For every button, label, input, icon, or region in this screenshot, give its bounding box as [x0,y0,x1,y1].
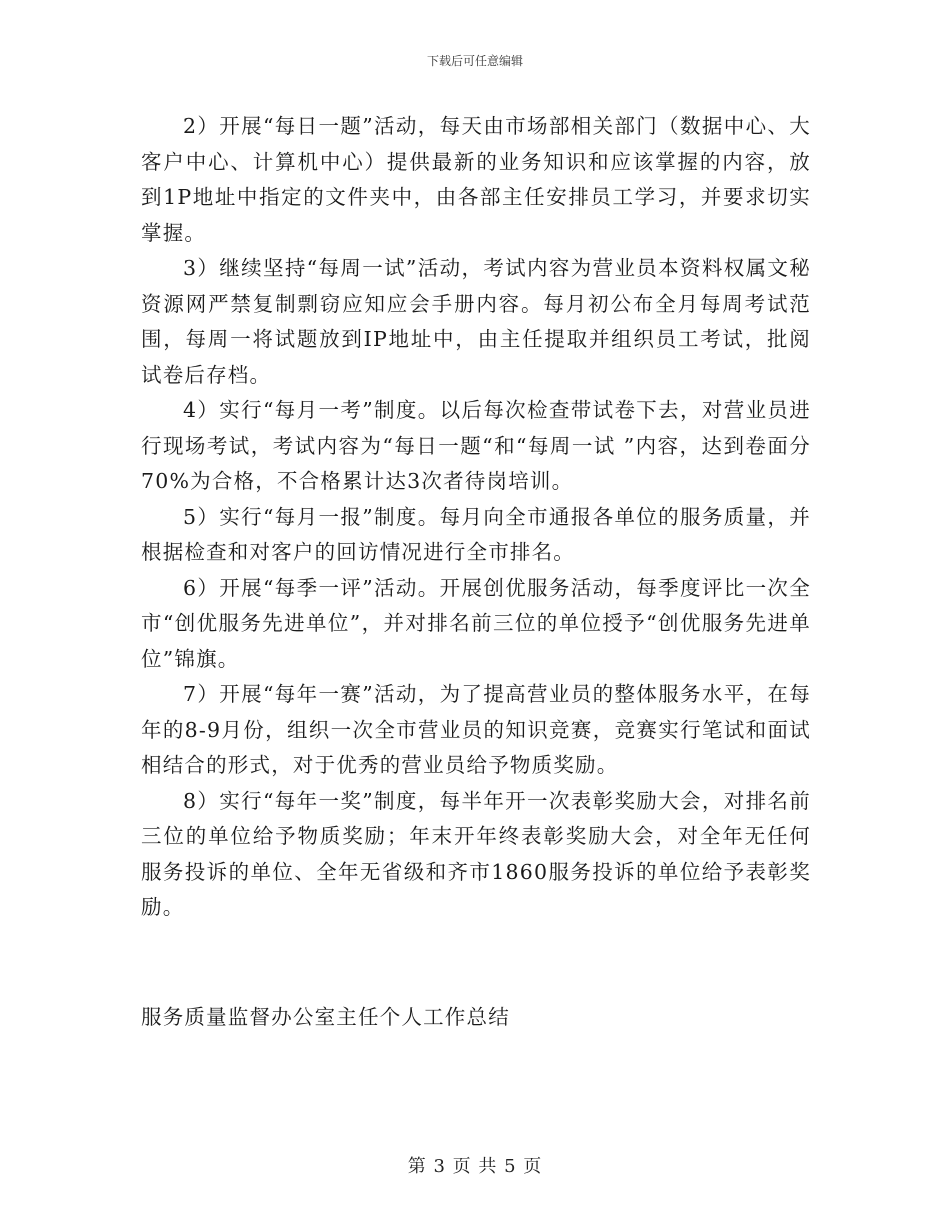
document-body [141,109,811,926]
page-number-label: 第 3 页 共 5 页 [407,1156,543,1177]
paragraph-item-6: 6）开展“每季一评”活动。开展创优服务活动，每季度评比一次全市“创优服务先进单位”，并对排名前三位的单位授予“创优服务先进单位”锦旗。 [141,575,811,671]
paragraph-item-7: 7）开展“每年一赛”活动，为了提高营业员的整体服务水平，在每年的8-9月份，组织一次全市营业员的知识竞赛，竞赛实行笔试和面试相结合的形式，对于优秀的营业员给予物质奖励。 [141,682,811,777]
section-title: 服务质量监督办公室主任个人工作总结 [141,1005,510,1029]
paragraph-item-8: 8）实行“每年一奖”制度，每半年开一次表彰奖励大会，对排名前三位的单位给予物质奖励；年末开年终表彰奖励大会，对全年无任何服务投诉的单位、全年无省级和齐市1860服务投诉的单位给予表彰奖励。 [141,788,811,919]
paragraph-item-4: 4）实行“每月一考”制度。以后每次检查带试卷下去，对营业员进行现场考试，考试内容为“每日一题“和“每周一试 ”内容，达到卷面分70%为合格，不合格累计达3次者待岗培训。 [141,398,811,493]
page-footer [0,1152,950,1178]
page-header-note: 下载后可任意编辑 [426,54,523,68]
paragraph-item-5: 5）实行“每月一报”制度。每月向全市通报各单位的服务质量，并根据检查和对客户的回访情况进行全市排名。 [141,504,811,564]
paragraph-item-2: 2）开展“每日一题”活动，每天由市场部相关部门（数据中心、大客户中心、计算机中心）提供最新的业务知识和应该掌握的内容，放到1P地址中指定的文件夹中，由各部主任安排员工学习，并要求切实掌握。 [141,114,811,245]
paragraph-item-3: 3）继续坚持“每周一试”活动，考试内容为营业员本资料权属文秘资源网严禁复制剽窃应知应会手册内容。每月初公布全月每周考试范围，每周一将试题放到IP地址中，由主任提取并组织员工考试，批阅试卷后存档。 [141,256,811,387]
